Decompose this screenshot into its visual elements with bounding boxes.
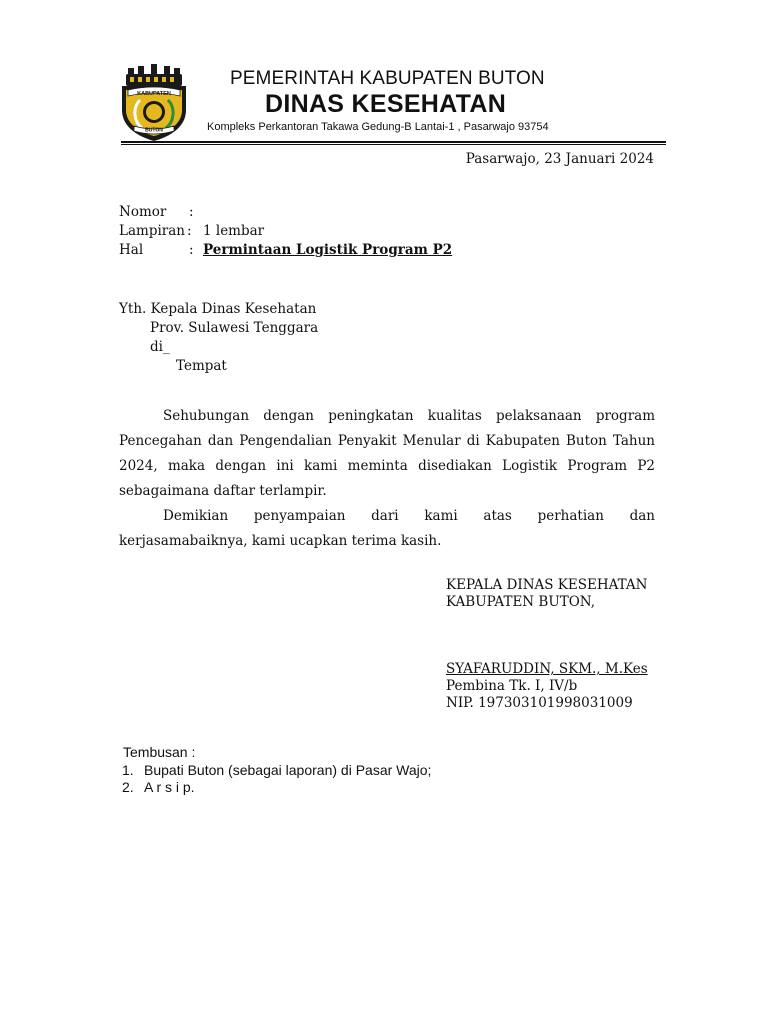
- government-name: PEMERINTAH KABUPATEN BUTON: [230, 68, 545, 89]
- nomor-label: Nomor: [119, 204, 167, 220]
- signatory-rank: Pembina Tk. I, IV/b: [446, 678, 578, 694]
- letterhead-rule-thin: [121, 144, 666, 145]
- body-paragraph-2-wrap: [119, 504, 655, 554]
- signature-title-2: KABUPATEN BUTON,: [446, 594, 596, 610]
- signatory-name: SYAFARUDDIN, SKM., M.Kes: [446, 661, 648, 677]
- cc-item-text: A r s i p.: [144, 779, 195, 795]
- body-paragraph-1: Sehubungan dengan peningkatan kualitas pelaksanaan program Pencegahan dan Pengendalian Penyakit Menular di Kabupaten Buton Tahun 2024, maka dengan ini kami meminta disediakan Logistik Program P2 sebagaimana daftar terlampir.: [119, 408, 655, 499]
- meta-nomor: [119, 204, 203, 220]
- svg-text:KABUPATEN: KABUPATEN: [137, 91, 171, 97]
- signatory-nip: NIP. 197303101998031009: [446, 695, 633, 711]
- nomor-colon: :: [189, 204, 194, 220]
- cc-item: [122, 762, 431, 778]
- body-paragraph-1-wrap: [119, 404, 655, 504]
- recipient-line-1: Yth. Kepala Dinas Kesehatan: [119, 301, 317, 317]
- signature-title-1: KEPALA DINAS KESEHATAN: [446, 577, 648, 593]
- letterhead-rule-thick: [121, 141, 666, 143]
- lampiran-colon: :: [187, 223, 192, 239]
- meta-lampiran: [119, 223, 264, 239]
- hal-colon: :: [189, 242, 194, 258]
- department-name: DINAS KESEHATAN: [265, 90, 507, 118]
- recipient-line-4: Tempat: [176, 358, 227, 374]
- cc-item-text: Bupati Buton (sebagai laporan) di Pasar Wajo;: [144, 762, 432, 778]
- hal-label: Hal: [119, 242, 144, 258]
- body-paragraph-2: Demikian penyampaian dari kami atas perhatian dan kerjasamabaiknya, kami ucapkan terima kasih.: [119, 508, 655, 549]
- recipient-line-2: Prov. Sulawesi Tenggara: [150, 320, 319, 336]
- department-address: Kompleks Perkantoran Takawa Gedung-B Lantai-1 , Pasarwajo 93754: [207, 121, 549, 133]
- svg-text:BUTON: BUTON: [145, 127, 163, 134]
- cc-heading: Tembusan :: [123, 744, 196, 760]
- cc-item-number: 2.: [122, 779, 134, 795]
- letter-date: Pasarwajo, 23 Januari 2024: [465, 151, 654, 167]
- cc-item-number: 1.: [122, 762, 134, 778]
- cc-item: [122, 779, 195, 795]
- recipient-line-3: di_: [150, 339, 170, 355]
- lampiran-value: 1 lembar: [203, 223, 265, 239]
- meta-hal: [119, 242, 452, 258]
- regency-logo: [118, 64, 190, 142]
- hal-value: Permintaan Logistik Program P2: [203, 242, 453, 258]
- lampiran-label: Lampiran: [119, 223, 185, 239]
